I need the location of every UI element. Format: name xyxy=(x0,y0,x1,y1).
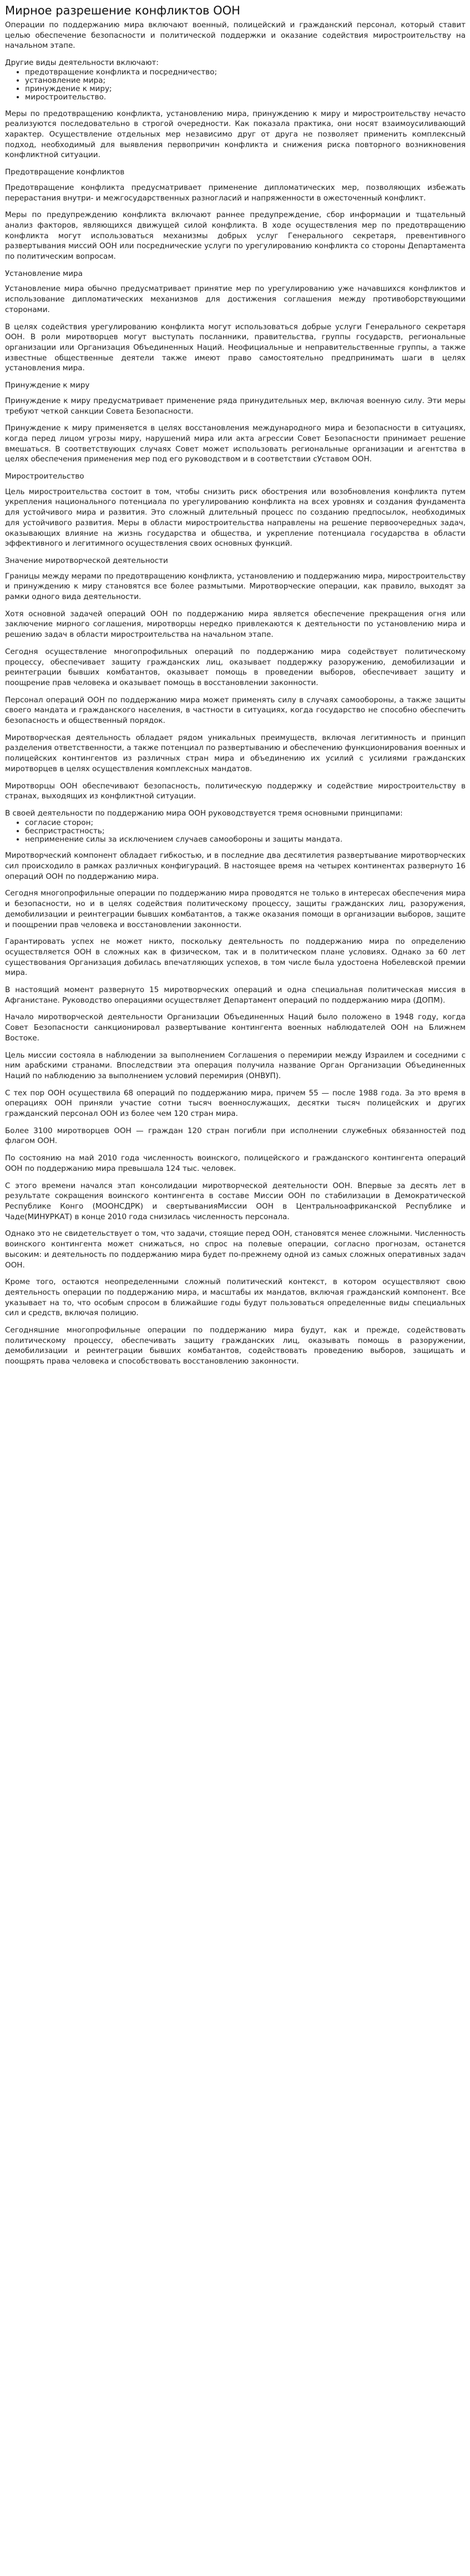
section-heading: Значение миротворческой деятельности xyxy=(5,556,168,565)
paragraph: Границы между мерами по предотвращению конфликта, установлению и поддержанию мира, миростроительству и принуждению к миру становятся все более размытыми. Миротворческие операции, как правило, выходят за рамки одного вида деятельности. xyxy=(5,571,466,602)
list-item: • установление мира; xyxy=(25,77,466,85)
list-item: • согласие сторон; xyxy=(25,819,466,827)
paragraph: Миротворческий компонент обладает гибкостью, и в последние два десятилетия развертывание миротворческих сил происходило в рамках различных конфигураций. В настоящее время на четырех континентах развернуто 16 операций ООН по поддержанию мира. xyxy=(5,851,466,881)
page-title: Мирное разрешение конфликтов ООН xyxy=(5,4,240,17)
paragraph: Кроме того, остаются неопределенными сложный политический контекст, в котором осуществляют свою деятельность операции по поддержанию мира, и масштабы их мандатов, включая гражданский компонент. Все указывает на то, что особым спросом в ближайшие годы будут пользоваться определенные виды специальных сил и средств, включая полицию. xyxy=(5,1277,466,1318)
paragraph: Принуждение к миру применяется в целях восстановления международного мира и безопасности в ситуациях, когда перед лицом угрозы миру, нарушений мира или акта агрессии Совет Безопасности принимает решение вмешаться. В соответствующих случаях Совет может использовать региональные организации и агентства в целях обеспечения применения мер под его руководством и в соответствии сУставом ООН. xyxy=(5,424,466,464)
paragraph: Сегодня осуществление многопрофильных операций по поддержанию мира содействует политическому процессу, обеспечивает защиту гражданских лиц, оказывает поддержку разоружению, демобилизации и реинтеграции бывших комбатантов, оказывает помощь в проведении выборов, обеспечивает защиту и поощрение прав человека и оказывает помощь в восстановлении законности. xyxy=(5,647,466,687)
paragraph: Хотя основной задачей операций ООН по поддержанию мира является обеспечение прекращения огня или заключение мирного соглашения, миротворцы нередко привлекаются к деятельности по установлению мира и решению задач в области миростроительства на начальном этапе. xyxy=(5,609,466,640)
paragraph: В своей деятельности по поддержанию мира ООН руководствуется тремя основными принципами: xyxy=(5,809,403,818)
paragraph: Гарантировать успех не может никто, поскольку деятельность по поддержанию мира по определению осуществляется ООН в сложных как в физическом, так и в политическом плане условиях. Однако за 60 лет существования Организация добилась впечатляющих успехов, в том числе была удостоена Нобелевской премии мира. xyxy=(5,937,466,978)
paragraph: Сегодняшние многопрофильные операции по поддержанию мира будут, как и прежде, содействовать политическому процессу, обеспечивать защиту гражданских лиц, оказывать помощь в разоружении, демобилизации и реинтеграции бывших комбатантов, содействовать проведению выборов, защищать и поощрять права человека и способствовать восстановлению законности. xyxy=(5,1326,466,1366)
list-item: • принуждение к миру; xyxy=(25,85,466,93)
section-heading: Предотвращение конфликтов xyxy=(5,168,125,177)
bullet-list xyxy=(5,819,466,844)
paragraph: В настоящий момент развернуто 15 миротворческих операций и одна специальная политическая миссия в Афганистане. Руководство операциями осуществляет Департамент операций по поддержанию мира (ДОПМ). xyxy=(5,985,466,1005)
paragraph: Однако это не свидетельствует о том, что задачи, стоящие перед ООН, становятся менее сложными. Численность воинского контингента может снижаться, но спрос на полевые операции, согласно прогнозам, останется высоким: и деятельность по поддержанию мира будет по-прежнему одной из самых сложных оперативных задач ООН. xyxy=(5,1229,466,1270)
paragraph: Миротворческая деятельность обладает рядом уникальных преимуществ, включая легитимность и принцип разделения ответственности, а также потенциал по развертыванию и обеспечению функционирования военных и полицейских контингентов из различных стран мира и объединению их усилий с усилиями гражданских миротворцев в целях осуществления комплексных мандатов. xyxy=(5,733,466,773)
list-item: • неприменение силы за исключением случаев самообороны и защиты мандата. xyxy=(25,836,466,844)
section-heading: Миростроительство xyxy=(5,472,84,481)
paragraph: Персонал операций ООН по поддержанию мира может применять силу в случаях самообороны, а также защиты своего мандата и гражданского населения, в частности в ситуациях, когда государство не способно обеспечить безопасность и общественный порядок. xyxy=(5,695,466,726)
paragraph: С тех пор ООН осуществила 68 операций по поддержанию мира, причем 55 — после 1988 года. За это время в операциях ООН приняли участие сотни тысяч военнослужащих, десятки тысяч полицейских и других гражданский персонал ООН из более чем 120 стран мира. xyxy=(5,1088,466,1119)
paragraph: Меры по предупреждению конфликта включают раннее предупреждение, сбор информации и тщательный анализ факторов, являющихся движущей силой конфликта. В ходе осуществления мер по предотвращению конфликта могут использоваться механизмы добрых услуг Генерального секретаря, превентивного развертывания миссий ООН или посреднические услуги по урегулированию конфликта со стороны Департамента по политическим вопросам. xyxy=(5,210,466,261)
paragraph: Начало миротворческой деятельности Организации Объединенных Наций было положено в 1948 году, когда Совет Безопасности санкционировал развертывание контингента военных наблюдателей ООН на Ближнем Востоке. xyxy=(5,1013,466,1043)
section-heading: Другие виды деятельности включают: xyxy=(5,58,159,68)
paragraph: По состоянию на май 2010 года численность воинского, полицейского и гражданского контингента операций ООН по поддержанию мира превышала 124 тыс. человек. xyxy=(5,1154,466,1173)
bullet-list xyxy=(5,68,466,102)
list-item: • предотвращение конфликта и посредничество; xyxy=(25,68,466,77)
paragraph: Более 3100 миротворцев ООН — граждан 120 стран погибли при исполнении служебных обязанностей под флагом ООН. xyxy=(5,1126,466,1146)
list-item: • миростроительство. xyxy=(25,93,466,102)
paragraph: Цель миростроительства состоит в том, чтобы снизить риск обострения или возобновления конфликта путем укрепления национального потенциала по урегулированию конфликта на всех уровнях и создания фундамента для устойчивого мира и развития. Это сложный длительный процесс по созданию предпосылок, необходимых для устойчивого развития. Меры в области миростроительства направлены на решение первоочередных задач, оказывающих влияние на жизнь государства и общества, и укрепление потенциала государства в области эффективного и легитимного осуществления своих основных функций. xyxy=(5,487,466,549)
paragraph: Установление мира обычно предусматривает принятие мер по урегулированию уже начавшихся конфликтов и использование дипломатических механизмов для достижения соглашения между противоборствующими сторонами. xyxy=(5,284,466,314)
paragraph: Сегодня многопрофильные операции по поддержанию мира проводятся не только в интересах обеспечения мира и безопасности, но и в целях содействия политическому процессу, защиты гражданских лиц, разоружения, демобилизации и реинтеграции бывших комбатантов, а также оказания помощи в организации выборов, защите и поощрении прав человека и восстановлении законности. xyxy=(5,889,466,929)
section-heading: Установление мира xyxy=(5,269,83,278)
list-item: • беспристрастность; xyxy=(25,827,466,836)
paragraph: В целях содействия урегулированию конфликта могут использоваться добрые услуги Генерального секретаря ООН. В роли миротворцев могут выступать посланники, правительства, группы государств, региональные организации или Организация Объединенных Наций. Неофициальные и неправительственные группы, а также известные общественные деятели также имеют право самостоятельно предпринимать шаги в целях установления мира. xyxy=(5,322,466,373)
paragraph: Миротворцы ООН обеспечивают безопасность, политическую поддержку и содействие миростроительству в странах, выходящих из конфликтной ситуации. xyxy=(5,781,466,801)
section-heading: Принуждение к миру xyxy=(5,381,90,390)
paragraph: Меры по предотвращению конфликта, установлению мира, принуждению к миру и миростроительству нечасто реализуются последовательно в строгой очередности. Как показала практика, они носят взаимоусиливающий характер. Осуществление отдельных мер независимо друг от друга не позволяет применить комплексный подход, необходимый для выявления первопричин конфликта и снижения риска повторного возникновения конфликтной ситуации. xyxy=(5,109,466,160)
paragraph: Принуждение к миру предусматривает применение ряда принудительных мер, включая военную силу. Эти меры требуют четкой санкции Совета Безопасности. xyxy=(5,396,466,416)
paragraph: Предотвращение конфликта предусматривает применение дипломатических мер, позволяющих избежать перерастания внутри- и межгосударственных разногласий и напряженности в ожесточенный конфликт. xyxy=(5,183,466,203)
article-body xyxy=(5,20,466,1367)
paragraph: Операции по поддержанию мира включают военный, полицейский и гражданский персонал, который ставит целью обеспечение безопасности и политической поддержки и оказание содействия миростроительству на начальном этапе. xyxy=(5,21,466,51)
paragraph: Цель миссии состояла в наблюдении за выполнением Соглашения о перемирии между Израилем и соседними с ним арабскими странами. Впоследствии эта операция получила название Орган Организации Объединенных Наций по наблюдению за выполнением условий перемирия (ОНВУП). xyxy=(5,1050,466,1080)
paragraph: С этого времени начался этап консолидации миротворческой деятельности ООН. Впервые за десять лет в результате сокращения воинского контингента в составе Миссии ООН по стабилизации в Демократической Республике Конго (МООНСДРК) и свертыванияМиссии ООН в Центральноафриканской Республике и Чаде(МИНУРКАТ) в конце 2010 года снизилась численность персонала. xyxy=(5,1181,466,1221)
